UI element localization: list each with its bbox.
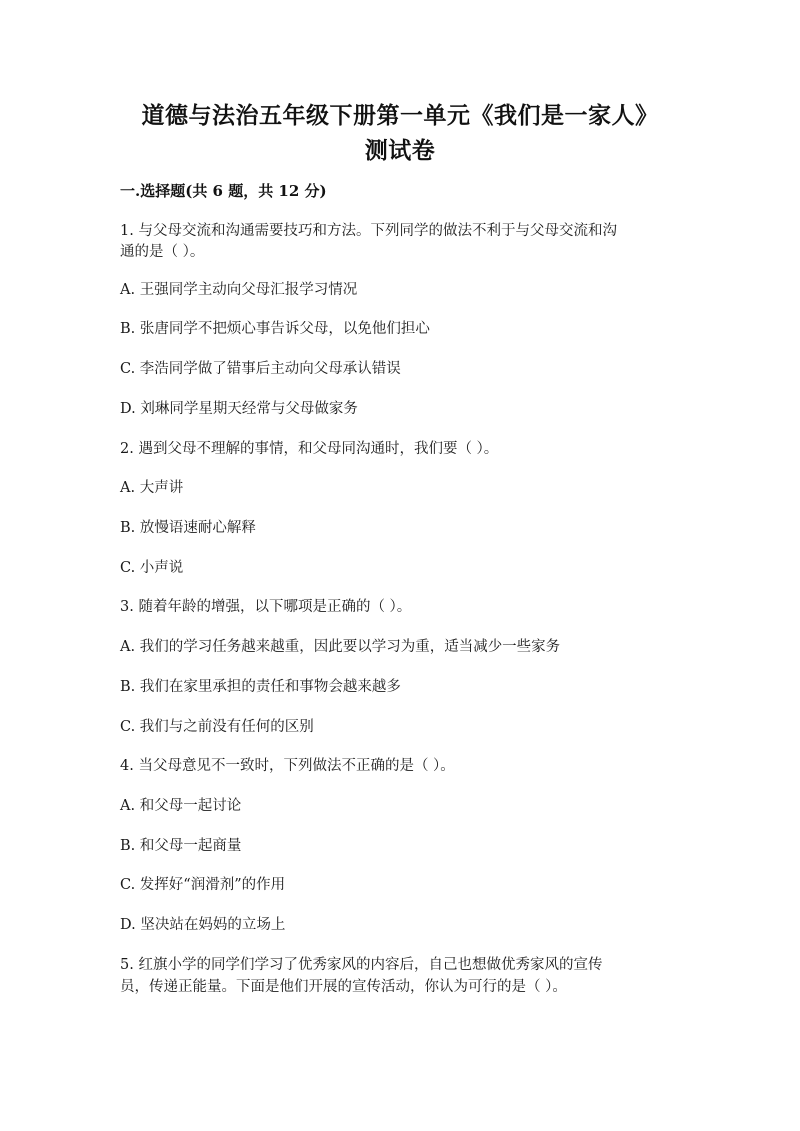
question-2-option-a: A. 大声讲 (120, 480, 184, 496)
question-4-option-b: B. 和父母一起商量 (120, 838, 242, 854)
question-1-line-2: 通的是（ ）。 (120, 244, 205, 260)
question-3: 3. 随着年龄的增强，以下哪项是正确的（ ）。 (120, 599, 412, 615)
question-1-option-b: B. 张唐同学不把烦心事告诉父母，以免他们担心 (120, 321, 430, 337)
question-1-line-1: 1. 与父母交流和沟通需要技巧和方法。下列同学的做法不利于与父母交流和沟 (120, 223, 617, 239)
question-4-option-d: D. 坚决站在妈妈的立场上 (120, 917, 286, 933)
question-1-option-c: C. 李浩同学做了错事后主动向父母承认错误 (120, 361, 401, 377)
section-heading: 一.选择题(共 6 题，共 12 分) (120, 182, 327, 200)
question-5-line-1: 5. 红旗小学的同学们学习了优秀家风的内容后，自己也想做优秀家风的宣传 (120, 957, 603, 973)
question-3-option-a: A. 我们的学习任务越来越重，因此要以学习为重，适当减少一些家务 (120, 639, 561, 655)
question-2: 2. 遇到父母不理解的事情，和父母同沟通时，我们要（ ）。 (120, 441, 499, 457)
question-3-option-c: C. 我们与之前没有任何的区别 (120, 719, 314, 735)
question-1-option-a: A. 王强同学主动向父母汇报学习情况 (120, 282, 358, 298)
question-4: 4. 当父母意见不一致时，下列做法不正确的是（ ）。 (120, 758, 455, 774)
question-5-line-2: 员，传递正能量。下面是他们开展的宣传活动，你认为可行的是（ ）。 (120, 979, 567, 995)
page-title-line-1: 道德与法治五年级下册第一单元《我们是一家人》 (141, 102, 659, 129)
page-title-line-2: 测试卷 (364, 137, 436, 164)
question-2-option-b: B. 放慢语速耐心解释 (120, 520, 256, 536)
question-4-option-a: A. 和父母一起讨论 (120, 798, 242, 814)
question-2-option-c: C. 小声说 (120, 560, 184, 576)
question-1-option-d: D. 刘琳同学星期天经常与父母做家务 (120, 401, 358, 417)
question-4-option-c: C. 发挥好“润滑剂”的作用 (120, 877, 286, 893)
question-3-option-b: B. 我们在家里承担的责任和事物会越来越多 (120, 679, 401, 695)
